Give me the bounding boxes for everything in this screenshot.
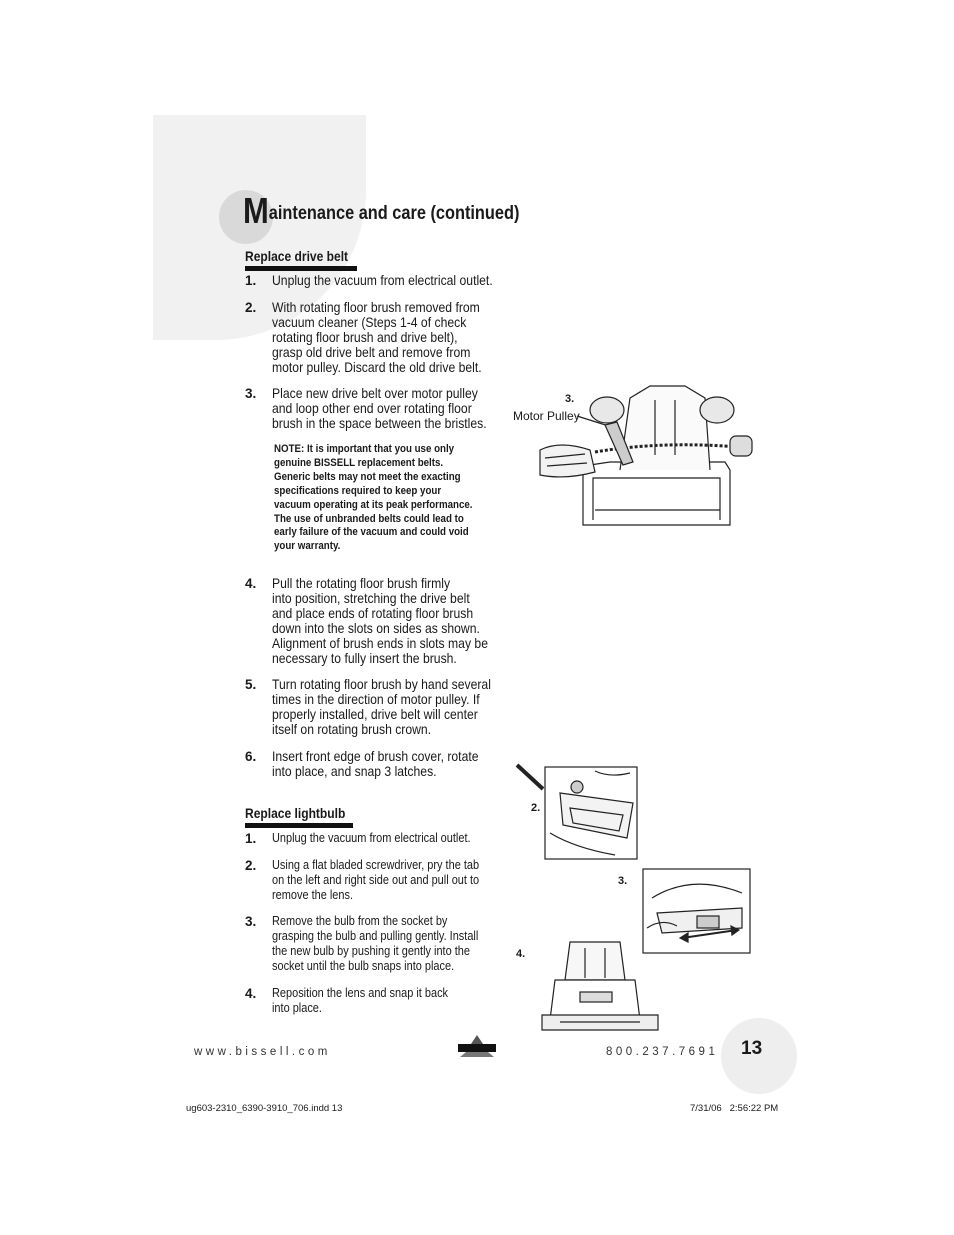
step-number: 2. xyxy=(245,858,257,873)
step-text: Using a flat bladed screwdriver, pry the tab on the left and right side out and pull out to remove the lens. xyxy=(272,858,480,902)
step-text: Pull the rotating floor brush firmly into position, stretching the drive belt and place ends of rotating floor brush down into the slots on sides as shown. Alignment of brush ends in slots may be necessary to fully insert the brush. xyxy=(272,575,488,666)
belt-warning-note: NOTE: It is important that you use only genuine BISSELL replacement belts. Generic belts may not meet the exacting specifications required to keep your vacuum operating at its peak performance. The use of unbranded belts could lead to early failure of the vacuum and could void your warranty. xyxy=(274,443,473,553)
page-number: 13 xyxy=(741,1038,763,1059)
figure-label: 3. xyxy=(618,875,628,887)
heading-underline xyxy=(245,823,353,828)
step-text: Place new drive belt over motor pulley and loop other end over rotating floor brush in the space between the bristles. xyxy=(272,385,487,431)
lens-removal-illustration xyxy=(515,763,640,860)
drive-belt-illustration xyxy=(535,380,760,530)
step-text: Turn rotating floor brush by hand several times in the direction of motor pulley. If properly installed, drive belt will center itself on rotating brush crown. xyxy=(272,676,491,737)
lens-reposition-illustration xyxy=(540,940,660,1032)
bissell-logo xyxy=(456,1035,498,1057)
step-number: 4. xyxy=(245,576,257,591)
section-heading-drive-belt: Replace drive belt xyxy=(245,248,349,264)
figure-label: 2. xyxy=(531,802,541,814)
title-initial: M xyxy=(243,190,269,231)
section-heading-lightbulb: Replace lightbulb xyxy=(245,805,346,821)
step-number: 3. xyxy=(245,386,257,401)
step-text: Reposition the lens and snap it back into place. xyxy=(272,986,449,1015)
step-number: 4. xyxy=(245,986,257,1001)
bissell-logo-mark xyxy=(456,1035,498,1057)
step-number: 1. xyxy=(245,831,257,846)
imprint-filename: ug603-2310_6390-3910_706.indd 13 xyxy=(186,1103,343,1114)
title-rest: aintenance and care (continued) xyxy=(268,203,520,224)
step-text: Unplug the vacuum from electrical outlet. xyxy=(272,831,471,845)
step-text: Remove the bulb from the socket by grasping the bulb and pulling gently. Install the new bulb by pushing it gently into the socket until the bulb snaps into place. xyxy=(272,914,479,973)
step-number: 1. xyxy=(245,273,257,288)
footer-website: www.bissell.com xyxy=(194,1046,331,1058)
step-text: Insert front edge of brush cover, rotate into place, and snap 3 latches. xyxy=(272,748,479,779)
step-number: 5. xyxy=(245,677,257,692)
page-title xyxy=(243,190,520,231)
step-number: 2. xyxy=(245,300,257,315)
step-number: 3. xyxy=(245,914,257,929)
imprint-timestamp: 7/31/06 2:56:22 PM xyxy=(690,1103,779,1114)
step-text: Unplug the vacuum from electrical outlet. xyxy=(272,272,493,288)
heading-underline xyxy=(245,266,357,271)
step-text: With rotating floor brush removed from vacuum cleaner (Steps 1-4 of check rotating floor brush and drive belt), grasp old drive belt and remove from motor pulley. Discard the old drive belt. xyxy=(272,299,482,375)
figure-label: 3. xyxy=(565,393,575,405)
figure-label: 4. xyxy=(516,948,526,960)
step-number: 6. xyxy=(245,749,257,764)
motor-pulley-callout: Motor Pulley xyxy=(513,409,580,423)
footer-phone: 800.237.7691 xyxy=(606,1046,719,1058)
